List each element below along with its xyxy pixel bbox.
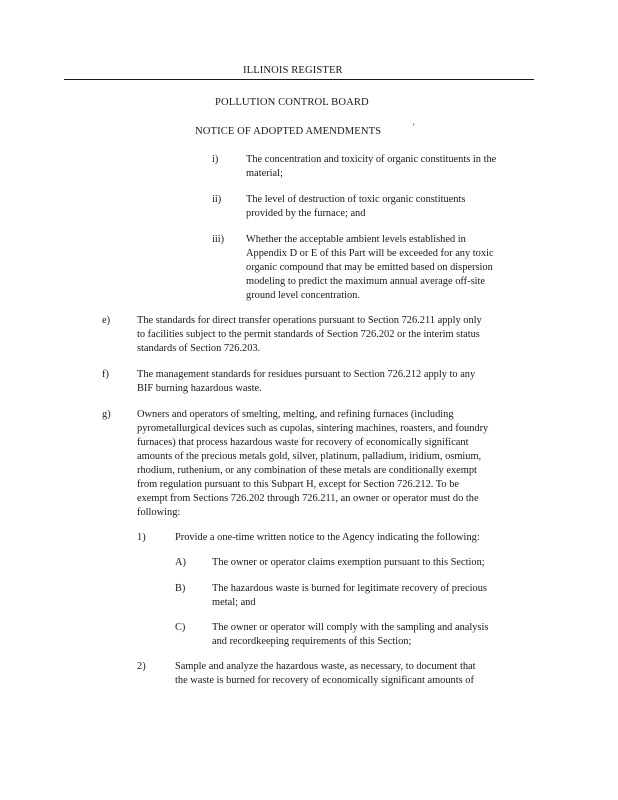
item-g1-line: Provide a one-time written notice to the Agency indicating the following:	[175, 532, 480, 543]
item-iii-line: Appendix D or E of this Part will be exceeded for any toxic	[246, 248, 494, 259]
item-g2-line: the waste is burned for recovery of economically significant amounts of	[175, 675, 474, 686]
item-iii-line: modeling to predict the maximum annual average off-site	[246, 276, 486, 287]
item-C-line: The owner or operator will comply with the sampling and analysis	[212, 622, 489, 633]
item-iii-line: ground level concentration.	[246, 290, 360, 301]
item-e-line: to facilities subject to the permit standards of Section 726.202 or the interim status	[137, 329, 480, 340]
item-f-line: BIF burning hazardous waste.	[137, 383, 262, 394]
scan-mark: '	[413, 122, 415, 132]
item-B-label: B)	[175, 583, 186, 594]
register-title: ILLINOIS REGISTER	[243, 65, 343, 76]
notice-title: NOTICE OF ADOPTED AMENDMENTS	[195, 126, 382, 137]
item-e-label: e)	[102, 315, 111, 326]
item-g-line: Owners and operators of smelting, melting, and refining furnaces (including	[137, 409, 454, 420]
item-ii-line: provided by the furnace; and	[246, 208, 366, 219]
item-g-line: following:	[137, 507, 181, 518]
item-ii-line: The level of destruction of toxic organic constituents	[246, 194, 466, 205]
item-g1-label: 1)	[137, 532, 146, 543]
item-g-line: rhodium, ruthenium, or any combination of these metals are conditionally exempt	[137, 465, 477, 476]
item-g2-label: 2)	[137, 661, 146, 672]
item-g-label: g)	[102, 409, 111, 420]
item-iii-label: iii)	[212, 234, 225, 245]
item-g2-line: Sample and analyze the hazardous waste, as necessary, to document that	[175, 661, 476, 672]
item-A-line: The owner or operator claims exemption pursuant to this Section;	[212, 557, 485, 568]
item-i-line: The concentration and toxicity of organic constituents in the	[246, 154, 497, 165]
item-e-line: standards of Section 726.203.	[137, 343, 261, 354]
item-e-line: The standards for direct transfer operations pursuant to Section 726.211 apply only	[137, 315, 482, 326]
item-ii-label: ii)	[212, 194, 222, 205]
item-f-line: The management standards for residues pursuant to Section 726.212 apply to any	[137, 369, 476, 380]
item-i-label: i)	[212, 154, 219, 165]
header-rule	[64, 79, 534, 80]
item-g-line: amounts of the precious metals gold, silver, platinum, palladium, iridium, osmium,	[137, 451, 482, 462]
item-B-line: metal; and	[212, 597, 256, 608]
item-C-line: and recordkeeping requirements of this Section;	[212, 636, 412, 647]
item-g-line: exempt from Sections 726.202 through 726.211, an owner or operator must do the	[137, 493, 479, 504]
item-i-line: material;	[246, 168, 283, 179]
item-B-line: The hazardous waste is burned for legitimate recovery of precious	[212, 583, 487, 594]
item-iii-line: organic compound that may be emitted based on dispersion	[246, 262, 493, 273]
board-title: POLLUTION CONTROL BOARD	[215, 97, 369, 108]
item-g-line: from regulation pursuant to this Subpart H, except for Section 726.212. To be	[137, 479, 459, 490]
item-f-label: f)	[102, 369, 109, 380]
item-iii-line: Whether the acceptable ambient levels established in	[246, 234, 466, 245]
item-A-label: A)	[175, 557, 186, 568]
item-C-label: C)	[175, 622, 186, 633]
item-g-line: furnaces) that process hazardous waste for recovery of economically significant	[137, 437, 469, 448]
item-g-line: pyrometallurgical devices such as cupolas, sintering machines, roasters, and foundry	[137, 423, 489, 434]
